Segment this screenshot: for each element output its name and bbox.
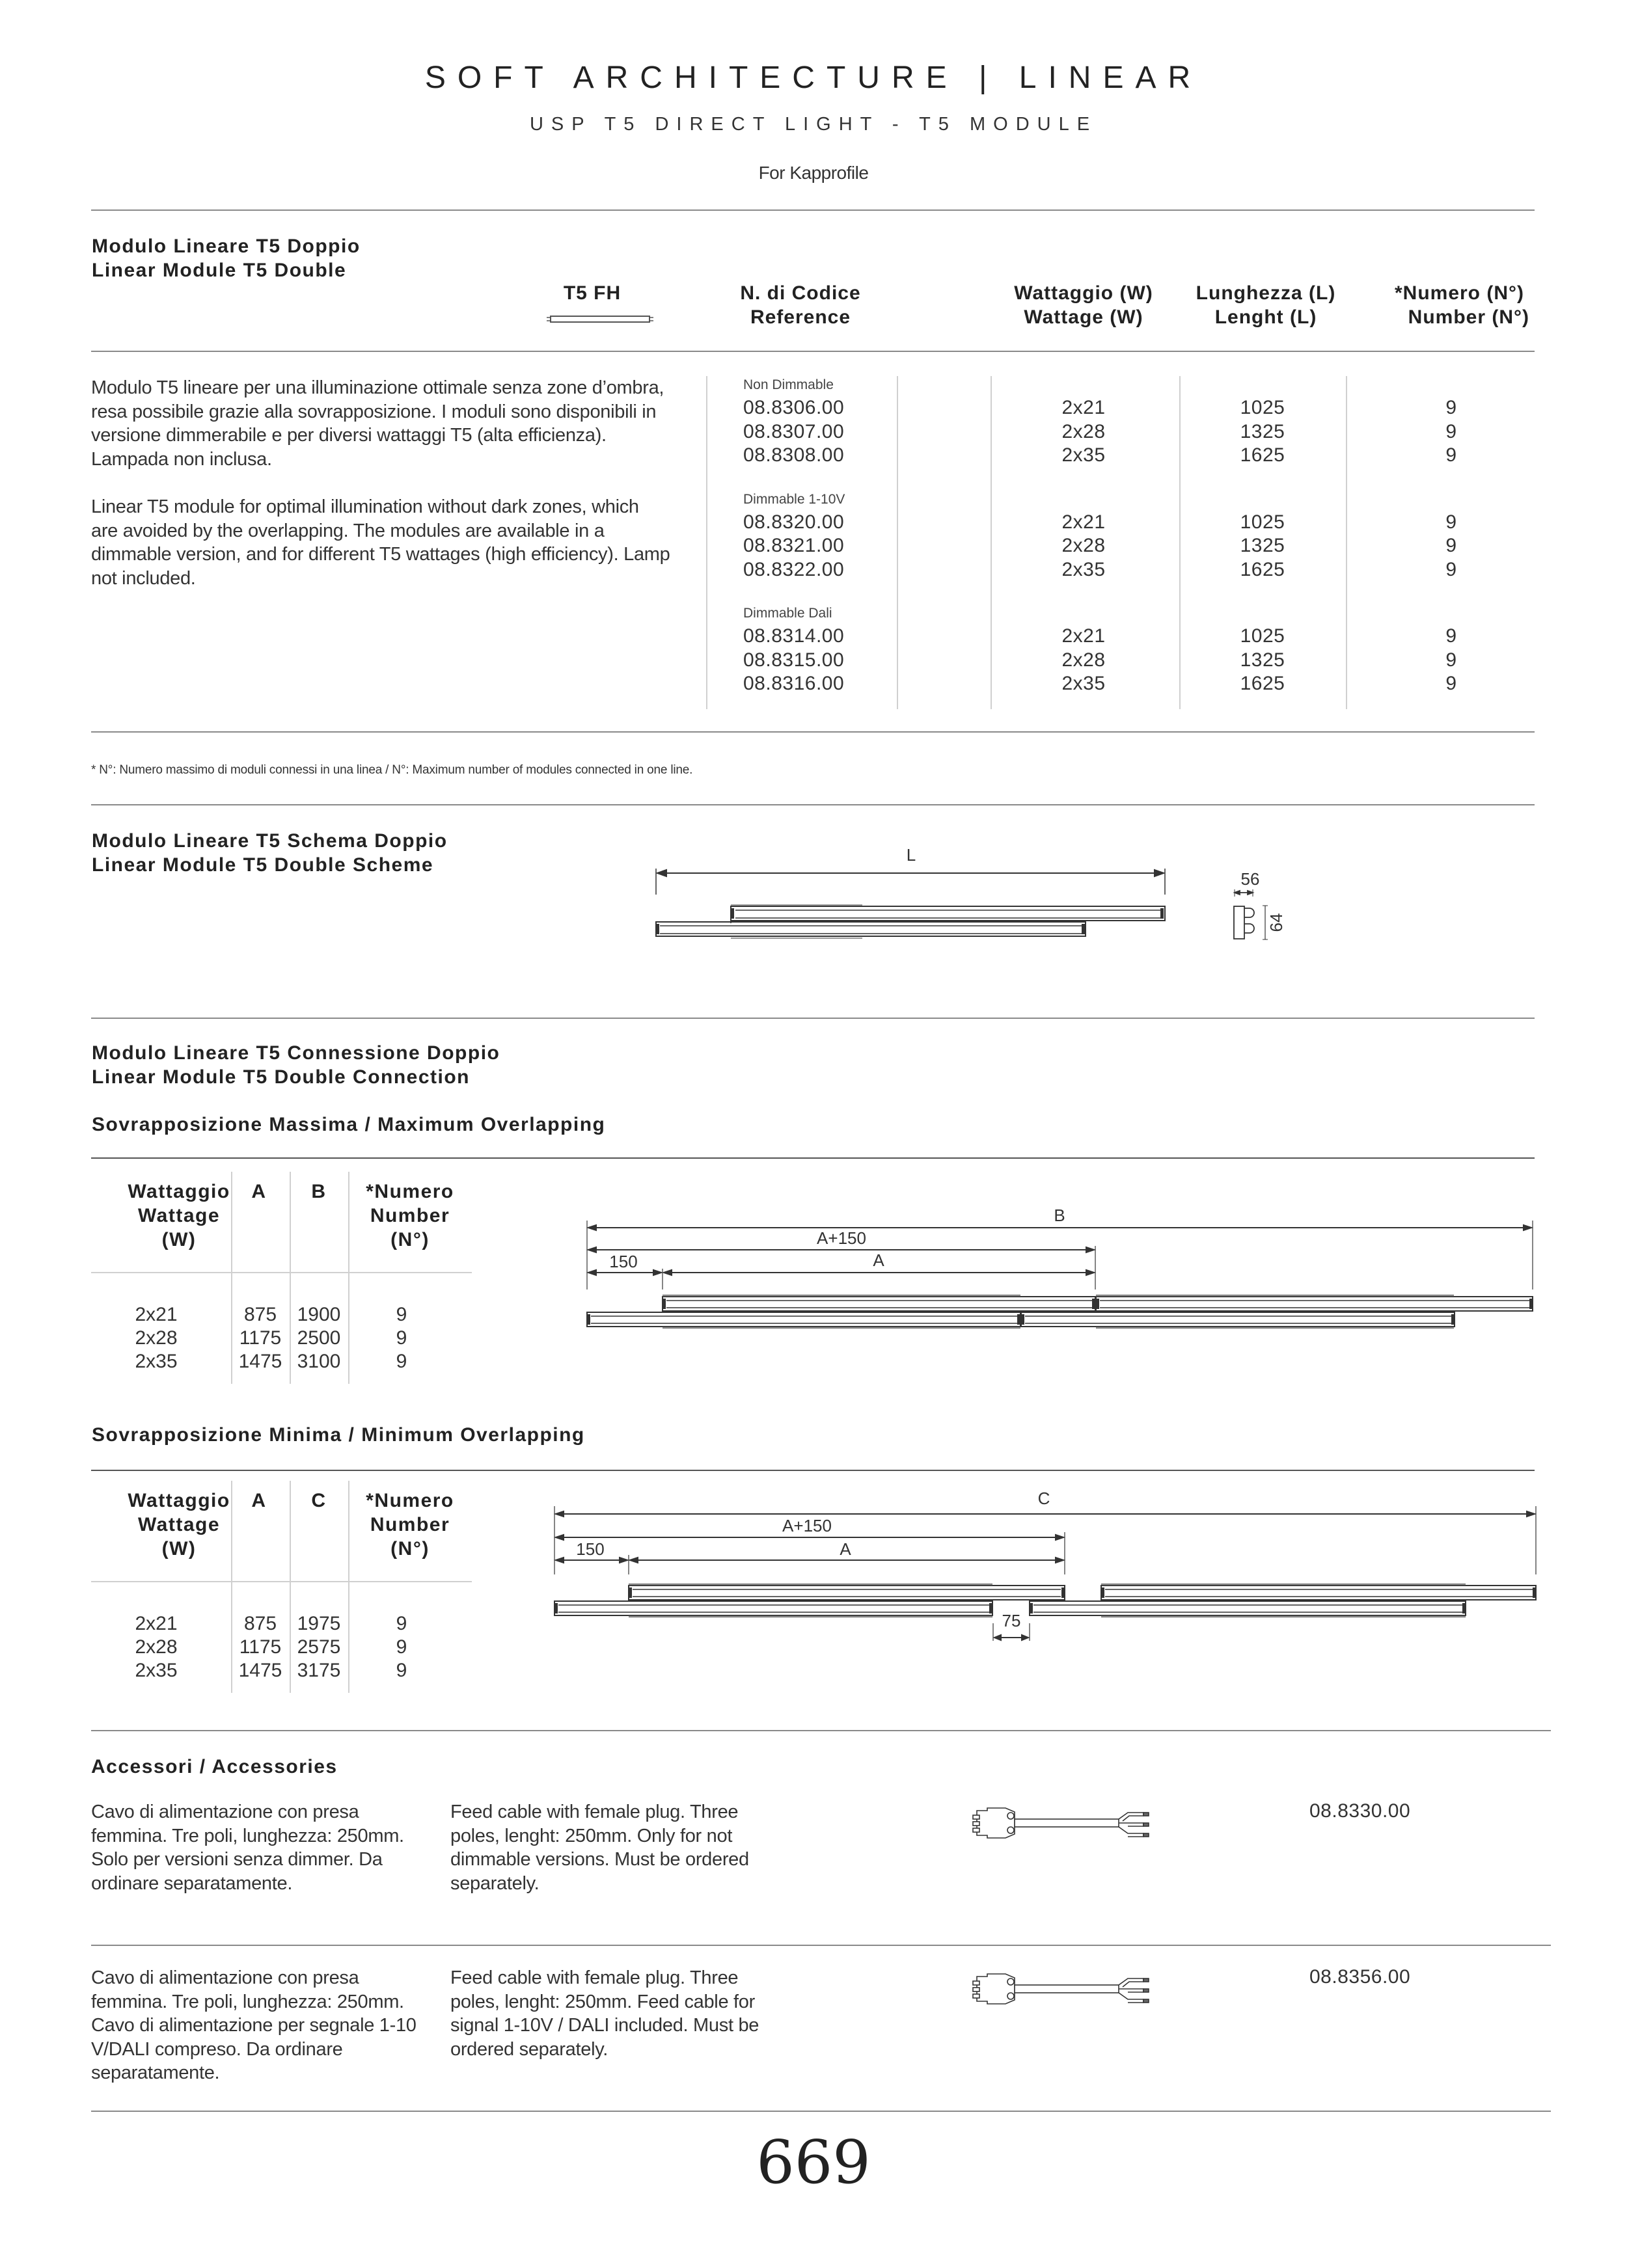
row-number: 9 [396, 1327, 407, 1349]
feed-cable-plug-icon [973, 1970, 1175, 2009]
product-wattage: 2x35 [1061, 558, 1106, 580]
header-line: *Numero [366, 1490, 454, 1511]
page-number: 669 [756, 2127, 871, 2197]
row-number: 9 [396, 1636, 407, 1658]
row-wattage: 2x28 [135, 1327, 178, 1349]
scheme-heading-it: Modulo Lineare T5 Schema Doppio [92, 830, 448, 852]
header-line: Wattage [137, 1514, 221, 1535]
product-length: 1625 [1240, 444, 1285, 466]
row-number: 9 [396, 1351, 407, 1372]
product-length: 1025 [1240, 511, 1285, 533]
col-wattage-it: Wattaggio (W) [1014, 282, 1153, 304]
header-line: (W) [161, 1229, 197, 1250]
scheme-heading-en: Linear Module T5 Double Scheme [92, 854, 434, 876]
product-number: 9 [1445, 420, 1457, 442]
row-a: 1175 [239, 1327, 282, 1349]
min-overlap-heading: Sovrapposizione Minima / Minimum Overlapping [92, 1424, 585, 1446]
header-line: Wattaggio [128, 1181, 230, 1202]
divider [91, 2111, 1551, 2112]
dim-a-label: A [873, 1250, 884, 1270]
connection-heading-it: Modulo Lineare T5 Connessione Doppio [92, 1042, 500, 1064]
header-line: Number [370, 1205, 450, 1226]
dim-150-label: 150 [576, 1539, 605, 1559]
dim-a150-label: A+150 [817, 1228, 866, 1248]
product-code: 08.8322.00 [743, 558, 845, 580]
row-a: 875 [243, 1304, 277, 1325]
product-length: 1325 [1240, 649, 1285, 671]
product-number: 9 [1445, 535, 1457, 556]
col-number-en: Number (N°) [1408, 306, 1529, 328]
dim-150-label: 150 [609, 1252, 638, 1271]
group-label: Non Dimmable [743, 377, 834, 392]
divider [91, 1945, 1551, 1946]
row-wattage: 2x21 [135, 1613, 178, 1634]
row-a: 1475 [238, 1660, 282, 1681]
col-a-header: A [251, 1181, 267, 1202]
description-it: Modulo T5 lineare per una illuminazione ottimale senza zone d’ombra, resa possibile grazie alla sovrapposizione. I moduli sono disponibili in versione dimmerabile e per diversi wattaggi T5 (alta efficienza). Lampada non inclusa. [91, 377, 664, 470]
row-number: 9 [396, 1304, 407, 1325]
module-heading-it: Modulo Lineare T5 Doppio [92, 236, 361, 257]
col-code-en: Reference [750, 306, 851, 328]
product-wattage: 2x35 [1061, 673, 1106, 694]
accessory-text-en: Feed cable with female plug. Three poles, lenght: 250mm. Feed cable for signal 1-10V / DALI included. Must be ordered separately. [450, 1967, 759, 2060]
product-wattage: 2x28 [1061, 649, 1106, 671]
product-wattage: 2x28 [1061, 420, 1106, 442]
header-line: (W) [161, 1538, 197, 1559]
product-length: 1625 [1240, 558, 1285, 580]
row-total: 2575 [297, 1636, 341, 1658]
product-number: 9 [1445, 625, 1457, 647]
divider [91, 1730, 1551, 1731]
product-length: 1025 [1240, 625, 1285, 647]
row-wattage: 2x21 [135, 1304, 178, 1325]
row-total: 1900 [297, 1304, 341, 1325]
accessory-code: 08.8356.00 [1309, 1966, 1411, 1988]
dim-c-label: C [1037, 1489, 1050, 1508]
col-code-it: N. di Codice [740, 282, 861, 304]
product-code: 08.8306.00 [743, 397, 845, 418]
accessory-text-en: Feed cable with female plug. Three poles, lenght: 250mm. Only for not dimmable versions. Must be ordered separately. [450, 1802, 749, 1894]
row-number: 9 [396, 1613, 407, 1634]
product-number: 9 [1445, 558, 1457, 580]
row-total: 2500 [297, 1327, 341, 1349]
header-line: (N°) [390, 1229, 430, 1250]
scheme-l-label: L [906, 845, 916, 865]
accessories-heading: Accessori / Accessories [91, 1756, 338, 1777]
product-length: 1625 [1240, 673, 1285, 694]
dim-a-label: A [840, 1539, 851, 1559]
product-number: 9 [1445, 673, 1457, 694]
product-code: 08.8321.00 [743, 535, 845, 556]
product-code: 08.8320.00 [743, 511, 845, 533]
row-wattage: 2x35 [135, 1351, 178, 1372]
connection-heading-en: Linear Module T5 Double Connection [92, 1066, 471, 1088]
accessory-code: 08.8330.00 [1309, 1800, 1411, 1822]
product-code: 08.8314.00 [743, 625, 845, 647]
row-a: 875 [243, 1613, 277, 1634]
product-number: 9 [1445, 649, 1457, 671]
header-line: Wattage [137, 1205, 221, 1226]
col-total-header: B [311, 1181, 327, 1202]
col-lamp-label: T5 FH [563, 282, 622, 304]
header-line: Wattaggio [128, 1490, 230, 1511]
product-number: 9 [1445, 511, 1457, 533]
row-a: 1175 [239, 1636, 282, 1658]
col-length-it: Lunghezza (L) [1196, 282, 1336, 304]
row-wattage: 2x35 [135, 1660, 178, 1681]
col-number-it: *Numero (N°) [1394, 282, 1524, 304]
header-line: (N°) [390, 1538, 430, 1559]
group-label: Dimmable Dali [743, 606, 832, 621]
product-number: 9 [1445, 397, 1457, 418]
page-subtitle: USP T5 DIRECT LIGHT - T5 MODULE [529, 114, 1098, 135]
product-code: 08.8308.00 [743, 444, 845, 466]
product-code: 08.8307.00 [743, 420, 845, 442]
col-wattage-en: Wattage (W) [1024, 306, 1143, 328]
header-line: *Numero [366, 1181, 454, 1202]
group-label: Dimmable 1-10V [743, 491, 845, 507]
scheme-width-label: 56 [1240, 869, 1260, 889]
accessory-text-it: Cavo di alimentazione con presa femmina. Tre poli, lunghezza: 250mm. Solo per versioni senza dimmer. Da ordinare separatamente. [91, 1802, 404, 1894]
product-wattage: 2x21 [1061, 397, 1106, 418]
max-overlap-heading: Sovrapposizione Massima / Maximum Overlapping [92, 1114, 606, 1135]
product-length: 1025 [1240, 397, 1285, 418]
row-number: 9 [396, 1660, 407, 1681]
product-length: 1325 [1240, 420, 1285, 442]
scheme-height-label: 64 [1266, 913, 1286, 932]
product-wattage: 2x35 [1061, 444, 1106, 466]
col-length-en: Lenght (L) [1214, 306, 1317, 328]
product-code: 08.8316.00 [743, 673, 845, 694]
row-total: 3175 [297, 1660, 341, 1681]
module-heading-en: Linear Module T5 Double [92, 260, 347, 281]
product-code: 08.8315.00 [743, 649, 845, 671]
footnote: * N°: Numero massimo di moduli connessi in una linea / N°: Maximum number of modules connected in one line. [91, 763, 693, 777]
product-length: 1325 [1240, 535, 1285, 556]
product-wattage: 2x28 [1061, 535, 1106, 556]
header-line: Number [370, 1514, 450, 1535]
col-total-header: C [311, 1490, 327, 1511]
for-line: For Kapprofile [758, 163, 869, 183]
description-en: Linear T5 module for optimal illumination without dark zones, which are avoided by the overlapping. The modules are available in a dimmable version, and for different T5 wattages (high efficiency). Lamp not included. [91, 496, 670, 589]
product-number: 9 [1445, 444, 1457, 466]
col-a-header: A [251, 1490, 267, 1511]
dim-gap-label: 75 [1002, 1611, 1021, 1630]
feed-cable-plug-icon [973, 1804, 1175, 1843]
dim-b-label: B [1054, 1206, 1065, 1225]
row-total: 1975 [297, 1613, 341, 1634]
accessory-text-it: Cavo di alimentazione con presa femmina. Tre poli, lunghezza: 250mm. Cavo di alimentazione per segnale 1-10 V/DALI compreso. Da ordinare separatamente. [91, 1967, 417, 2083]
dim-a150-label: A+150 [782, 1516, 832, 1535]
row-wattage: 2x28 [135, 1636, 178, 1658]
product-wattage: 2x21 [1061, 625, 1106, 647]
row-total: 3100 [297, 1351, 341, 1372]
product-wattage: 2x21 [1061, 511, 1106, 533]
row-a: 1475 [238, 1351, 282, 1372]
page-title: SOFT ARCHITECTURE | LINEAR [424, 61, 1203, 95]
